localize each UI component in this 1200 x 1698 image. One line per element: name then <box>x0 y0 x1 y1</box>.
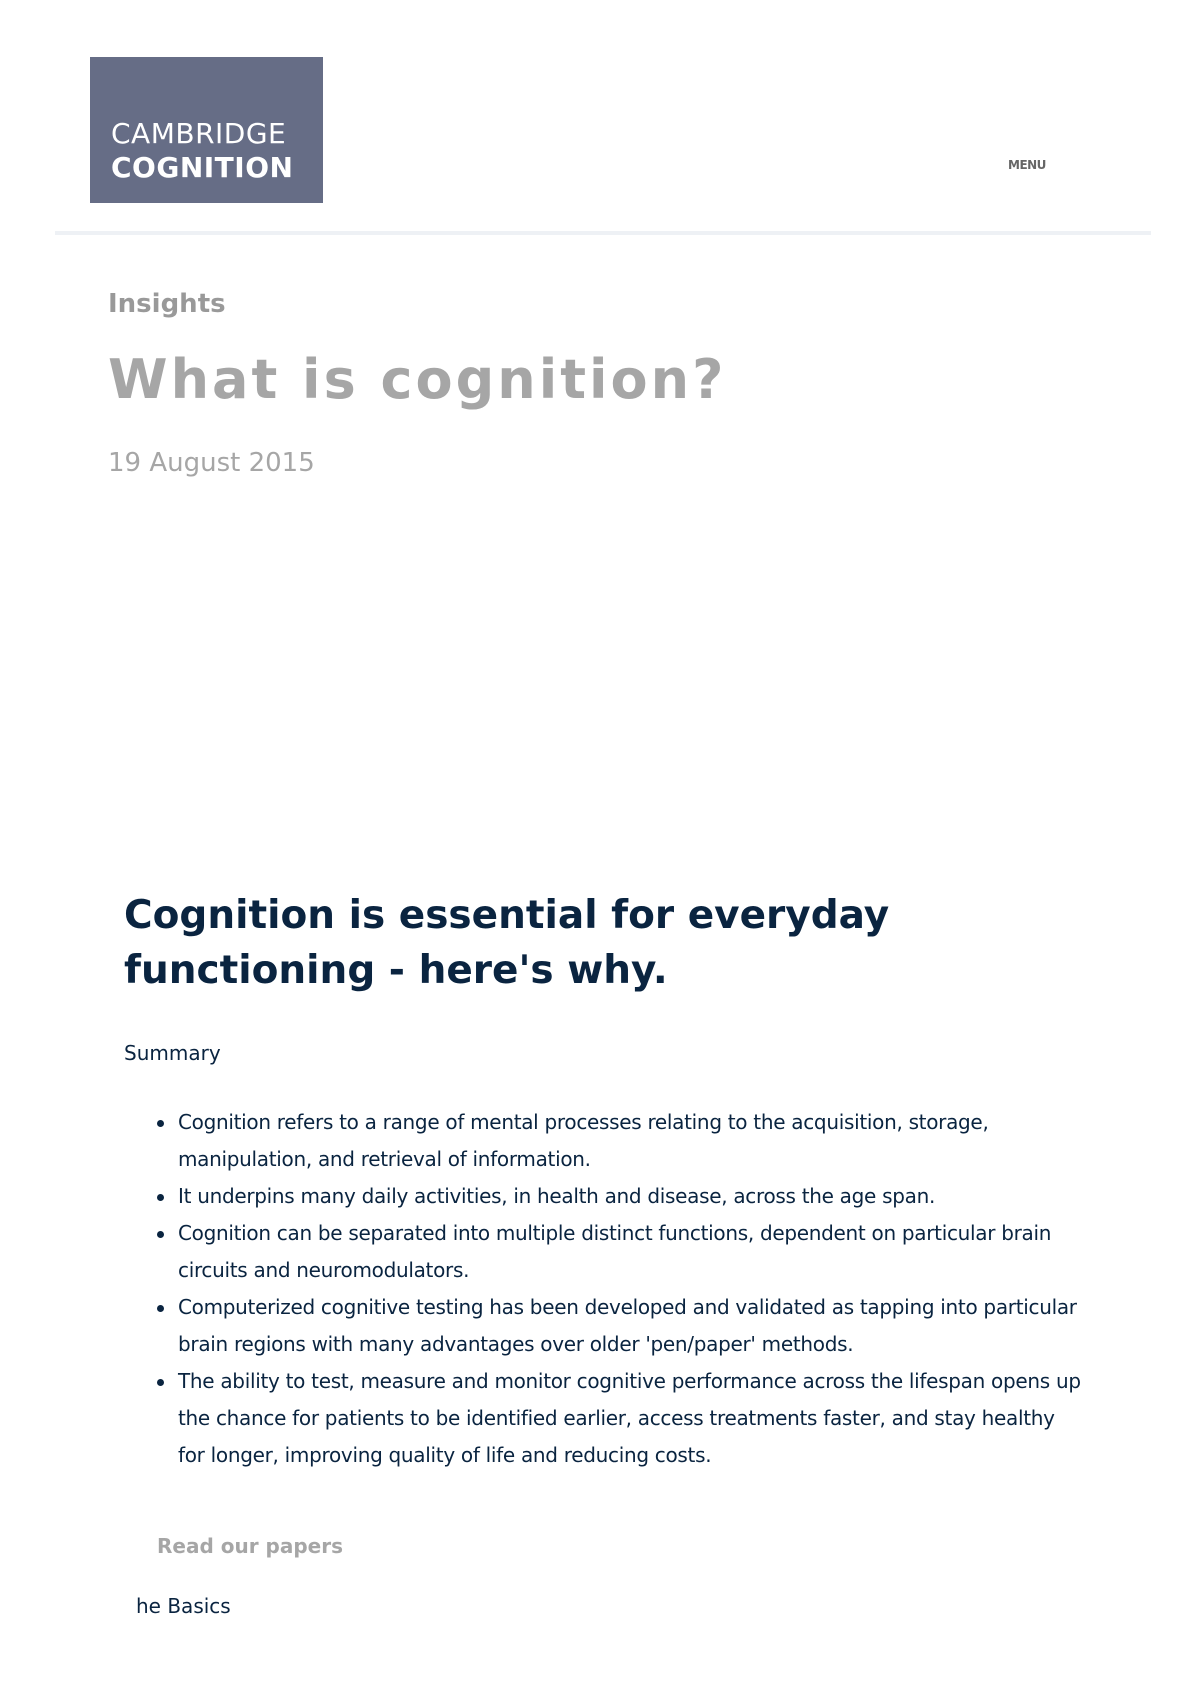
summary-item: The ability to test, measure and monitor cognitive performance across the lifespan opens up the chance for patients to be identified earlier, access treatments faster, and stay healthy for longer, improving quality of life and reducing costs. <box>178 1363 1084 1474</box>
summary-label: Summary <box>124 1041 221 1065</box>
site-logo[interactable] <box>90 57 323 203</box>
page-title: What is cognition? <box>108 348 727 411</box>
menu-button[interactable]: MENU <box>1008 158 1046 172</box>
article-body <box>124 888 1084 998</box>
summary-item: It underpins many daily activities, in health and disease, across the age span. <box>178 1178 1084 1215</box>
summary-item: Cognition refers to a range of mental processes relating to the acquisition, storage, manipulation, and retrieval of information. <box>178 1104 1084 1178</box>
summary-item: Cognition can be separated into multiple distinct functions, dependent on particular brain circuits and neuromodulators. <box>178 1215 1084 1289</box>
header-divider <box>55 231 1151 235</box>
summary-item: Computerized cognitive testing has been developed and validated as tapping into particular brain regions with many advantages over older 'pen/paper' methods. <box>178 1289 1084 1363</box>
post-date: 19 August 2015 <box>108 448 315 478</box>
read-our-papers-link[interactable]: Read our papers <box>157 1534 344 1558</box>
logo-text-line2: COGNITION <box>111 151 294 184</box>
article-heading: Cognition is essential for everyday functioning - here's why. <box>124 893 890 993</box>
logo-text-line1: CAMBRIDGE <box>111 117 287 150</box>
summary-list <box>124 1104 1084 1474</box>
section-label-basics: he Basics <box>136 1594 231 1618</box>
post-category: Insights <box>108 289 226 319</box>
